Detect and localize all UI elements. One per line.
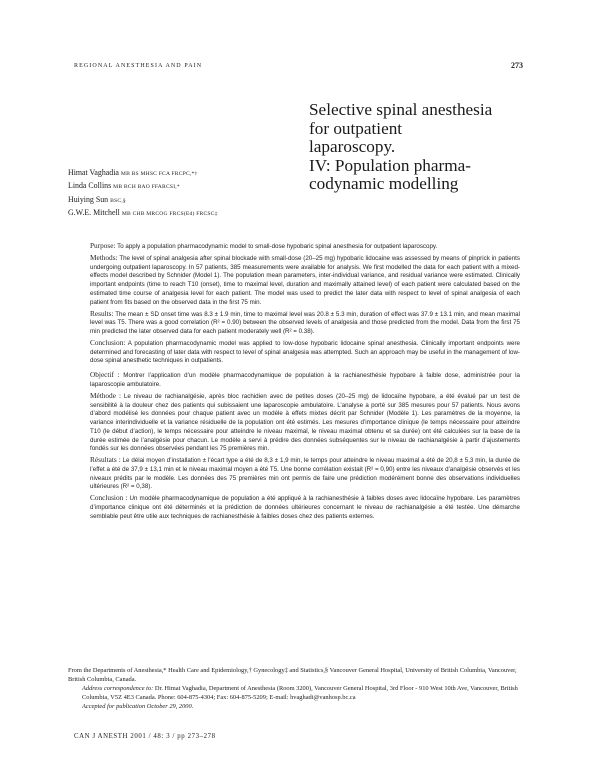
author-name: G.W.E. Mitchell	[68, 208, 120, 218]
resume-objectif	[90, 371, 520, 389]
abstract-methods	[90, 254, 520, 307]
journal-footer	[74, 733, 216, 740]
author	[68, 167, 308, 180]
abstract-results	[90, 310, 520, 337]
correspondence-text: Dr. Himat Vaghadia, Department of Anesthesia (Room 3200), Vancouver General Hospital, 3rd Floor - 910 West 10th Ave, Vancouver, British Columbia, V5Z 4E3 Canada. Phone: 604-875-4304; Fax: 604-875-5209; E-mail: hvaghadi@vanhosp.bc.ca	[82, 684, 518, 701]
running-head: REGIONAL ANESTHESIA AND PAIN	[74, 63, 203, 69]
section-label: Results:	[90, 308, 114, 318]
section-text: Montrer l’application d’un modèle pharmacodynamique de population à la rachianesthésie hypobare à faible dose, administrée pour la laparoscopie ambulatoire.	[90, 372, 521, 389]
section-text: The mean ± SD onset time was 8.3 ± 1.9 min, time to maximal level was 20.8 ± 5.3 min, duration of effect was 37.9 ± 13.1 min, and mean maximal level was T5. There was a good correlation (R² = 0.90) between the observed levels of analgesia and those predicted from the model. Data from the first 75 min predicted the later observed data for each patient moderately well (R² = 0.38).	[90, 310, 520, 335]
author-degrees: MB BS MHSC FCA FRCPC,*†	[120, 171, 198, 177]
section-label: Objectif :	[90, 370, 120, 380]
article-title: Selective spinal anesthesia for outpatient laparoscopy. IV: Population pharma- codynamic modelling	[309, 100, 493, 194]
section-text: A population pharmacodynamic model was applied to low-dose hypobaric lidocaine spinal anesthesia. Clinically important endpoints were determined and forecasting of later data with respect to level of spinal analgesia was attempted. Such an approach may be useful in the management of low-dose spinal anesthetic techniques in outpatients.	[90, 339, 520, 365]
correspondence-label: Address correspondence to:	[82, 684, 154, 692]
resume-resultats	[90, 456, 520, 492]
accepted-note: Accepted for publication October 29, 2000.	[82, 702, 194, 710]
author	[68, 194, 308, 207]
footnotes	[68, 667, 520, 712]
correspondence-note	[68, 685, 520, 703]
author-name: Himat Vaghadia	[68, 168, 119, 177]
resume-conclusion	[90, 494, 520, 521]
page-number: 273	[511, 61, 523, 70]
journal-citation: 2001 / 48: 3 / pp 273–278	[130, 733, 216, 740]
section-text: Un modèle pharmacodynamique de population a été appliqué à la rachianesthésie à faibles doses avec lidocaïne hypobare. Les paramètres d’importance clinique ont été déterminés et la prédiction de données ultérieures concernant le niveau de rachianalgésie a été testée. Une démarche semblable peut être utile aux techniques de rachianesthésie à faibles doses chez des patients externes.	[90, 495, 521, 520]
abstract-conclusion	[90, 339, 520, 366]
section-text: Le délai moyen d’installation ± l’écart type a été de 8,3 ± 1,9 min, le temps pour atteindre le niveau maximal a été de 20,8 ± 5,3 min, la durée de l’effet a été de 37,9 ± 13,1 min et le niveau maximal moyen a été T5. Une bonne corrélation existait (R² = 0,90) entre les niveaux d’analgésie observés et les niveaux prédits par le modèle. Les données des 75 premières min ont permis de faire une prédiction modérément bonne des observations individuelles ultérieures (R² = 0,38).	[90, 457, 520, 491]
author-name: Linda Collins	[68, 181, 112, 191]
section-text: To apply a population pharmacodynamic model to small-dose hypobaric spinal anesthesia for outpatient laparoscopy.	[115, 243, 438, 250]
section-label: Conclusion:	[90, 337, 126, 347]
author-list	[68, 167, 308, 221]
author-degrees: BSC,§	[110, 197, 126, 204]
section-text: Le niveau de rachianalgésie, après bloc rachidien avec de petites doses (20–25 mg) de lidocaïne hypobare, a été évalué par un test de sensibilité à la douleur chez des patients qui subissaient une laparoscopie ambulatoire. L’analyse a porté sur 385 mesures pour 57 patients. Nous avons d’abord modélisé les données pour chaque patient avec un modèle à effets mixtes décrit par Schnider (Modèle 1). Les paramètres de la moyenne, la variance interindividuelle et la variance résiduelle de la population ont été estimés. Les mesures d’importance clinique (le temps nécessaire pour atteindre T10 (le début d’action), le temps nécessaire pour atteindre le niveau maximal, le niveau maximal obtenu et sa durée) ont été calculées sur la base de la durée estimée de l’analgésie pour chacun. Le modèle a servi à prédire des données subséquentes sur le niveau de rachianalgésie à partir d’ajustements fondés sur les données observées pendant les 75 premières min.	[90, 393, 521, 453]
abstract-purpose	[90, 242, 520, 252]
resume-methode	[90, 392, 520, 454]
journal-name: CAN J ANESTH	[74, 733, 129, 740]
author	[68, 207, 308, 220]
affiliation-note: From the Departments of Anesthesia,* Health Care and Epidemiology,† Gynecology‡ and Statistics,§ Vancouver General Hospital, University of British Columbia, Vancouver, British Columbia, Canada.	[68, 667, 517, 683]
section-text: The level of spinal analgesia after spinal blockade with small-dose (20–25 mg) hypobaric lidocaine was assessed by means of pinprick in patients undergoing outpatient laparoscopy. In 57 patients, 385 measurements were available for analysis. We first modelled the data for each patient with a mixed-effects model described by Schnider (Model 1). The population mean parameters, inter-individual variance, and residual variance were estimated. Clinically important endpoints (time to reach T10 (onset), time to maximal level, duration and maximally attained level) of each patient were calculated based on the estimated time course of analgesia level for each patient. The model was used to predict the later data with respect to level of spinal analgesia of each patient from fits based on the observed data in the first 75 min.	[90, 255, 520, 306]
section-label: Methods:	[90, 253, 118, 262]
abstract	[90, 242, 520, 524]
author-name: Huiying Sun	[68, 194, 109, 204]
author-degrees: MB CHB MRCOG FRCS(Ed) FRCSC‡	[121, 211, 218, 218]
section-label: Méthode :	[90, 391, 121, 401]
author-degrees: MB BCH BAO FFARCSI,*	[113, 184, 180, 191]
author	[68, 180, 308, 193]
section-label: Purpose:	[90, 241, 116, 250]
section-label: Résultats :	[90, 455, 121, 465]
section-label: Conclusion :	[90, 493, 128, 503]
